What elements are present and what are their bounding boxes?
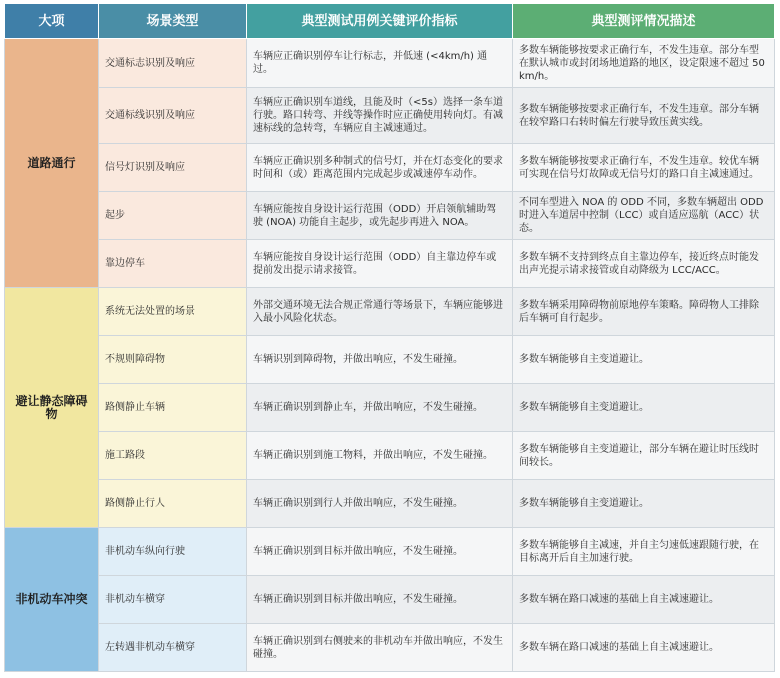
indicator-cell: 车辆识别到障碍物，并做出响应，不发生碰撞。 <box>247 336 513 384</box>
scene-cell: 路侧静止行人 <box>99 480 247 528</box>
description-cell: 多数车辆能够自主变道避让。 <box>513 336 775 384</box>
header-category: 大项 <box>5 4 99 39</box>
description-cell: 多数车辆能够自主变道避让，部分车辆在避让时压线时间较长。 <box>513 432 775 480</box>
category-cell-road-passage: 道路通行 <box>5 39 99 288</box>
description-cell: 多数车辆采用障碍物前原地停车策略。障碍物人工排除后车辆可自行起步。 <box>513 288 775 336</box>
header-typical-description: 典型测评情况描述 <box>513 4 775 39</box>
description-cell: 多数车辆能够自主减速，并自主匀速低速跟随行驶，在目标离开后自主加速行驶。 <box>513 528 775 576</box>
table-row <box>5 39 775 88</box>
description-cell: 多数车辆能够按要求正确行车，不发生违章。部分车型在默认城市或封闭场地道路的地区，设定限速不超过 50km/h。 <box>513 39 775 88</box>
header-key-indicator: 典型测试用例关键评价指标 <box>247 4 513 39</box>
scene-cell: 系统无法处置的场景 <box>99 288 247 336</box>
description-cell: 不同车型进入 NOA 的 ODD 不同，多数车辆超出 ODD 时进入车道居中控制（LCC）或自适应巡航（ACC）状态。 <box>513 192 775 240</box>
indicator-cell: 车辆正确识别到施工物料，并做出响应，不发生碰撞。 <box>247 432 513 480</box>
table-row <box>5 624 775 672</box>
indicator-cell: 车辆正确识别到右侧驶来的非机动车并做出响应，不发生碰撞。 <box>247 624 513 672</box>
indicator-cell: 车辆正确识别到目标并做出响应，不发生碰撞。 <box>247 528 513 576</box>
scene-cell: 左转遇非机动车横穿 <box>99 624 247 672</box>
scene-cell: 交通标志识别及响应 <box>99 39 247 88</box>
indicator-cell: 车辆应正确识别停车让行标志，并低速 (<4km/h) 通过。 <box>247 39 513 88</box>
table-row <box>5 336 775 384</box>
description-cell: 多数车辆能够按要求正确行车，不发生违章。较优车辆可实现在信号灯故障或无信号灯的路口自主减速通过。 <box>513 144 775 192</box>
indicator-cell: 车辆应正确识别多种制式的信号灯，并在灯态变化的要求时间和（或）距离范围内完成起步或减速停车动作。 <box>247 144 513 192</box>
scene-cell: 非机动车纵向行驶 <box>99 528 247 576</box>
table-row <box>5 88 775 144</box>
evaluation-table <box>4 3 775 672</box>
indicator-cell: 车辆正确识别到目标并做出响应，不发生碰撞。 <box>247 576 513 624</box>
header-scene-type: 场景类型 <box>99 4 247 39</box>
scene-cell: 路侧静止车辆 <box>99 384 247 432</box>
scene-cell: 不规则障碍物 <box>99 336 247 384</box>
table-row <box>5 384 775 432</box>
category-cell-non-motor-vehicle-conflict: 非机动车冲突 <box>5 528 99 672</box>
scene-cell: 靠边停车 <box>99 240 247 288</box>
table-row <box>5 576 775 624</box>
category-cell-avoid-static-obstacles: 避让静态障碍物 <box>5 288 99 528</box>
indicator-cell: 车辆应能按自身设计运行范围（ODD）开启领航辅助驾驶 (NOA) 功能自主起步，或先起步再进入 NOA。 <box>247 192 513 240</box>
indicator-cell: 车辆正确识别到静止车，并做出响应，不发生碰撞。 <box>247 384 513 432</box>
scene-cell: 非机动车横穿 <box>99 576 247 624</box>
indicator-cell: 车辆正确识别到行人并做出响应，不发生碰撞。 <box>247 480 513 528</box>
description-cell: 多数车辆不支持到终点自主靠边停车，接近终点时能发出声光提示请求接管或自动降级为 LCC/ACC。 <box>513 240 775 288</box>
table-row <box>5 288 775 336</box>
table-row <box>5 240 775 288</box>
table-header-row <box>5 4 775 39</box>
scene-cell: 交通标线识别及响应 <box>99 88 247 144</box>
indicator-cell: 车辆应能按自身设计运行范围（ODD）自主靠边停车或提前发出提示请求接管。 <box>247 240 513 288</box>
description-cell: 多数车辆能够自主变道避让。 <box>513 384 775 432</box>
table-row <box>5 192 775 240</box>
table-row <box>5 528 775 576</box>
scene-cell: 信号灯识别及响应 <box>99 144 247 192</box>
scene-cell: 施工路段 <box>99 432 247 480</box>
description-cell: 多数车辆在路口减速的基础上自主减速避让。 <box>513 624 775 672</box>
indicator-cell: 车辆应正确识别车道线，且能及时（<5s）选择一条车道行驶。路口转弯、并线等操作时应正确使用转向灯。有减速标线的急转弯，车辆应自主减速通过。 <box>247 88 513 144</box>
description-cell: 多数车辆能够自主变道避让。 <box>513 480 775 528</box>
indicator-cell: 外部交通环境无法合规正常通行等场景下，车辆应能够进入最小风险化状态。 <box>247 288 513 336</box>
description-cell: 多数车辆能够按要求正确行车，不发生违章。部分车辆在较窄路口右转时偏左行驶导致压黄实线。 <box>513 88 775 144</box>
table-row <box>5 432 775 480</box>
evaluation-table-container <box>4 3 774 672</box>
scene-cell: 起步 <box>99 192 247 240</box>
table-row <box>5 144 775 192</box>
table-row <box>5 480 775 528</box>
description-cell: 多数车辆在路口减速的基础上自主减速避让。 <box>513 576 775 624</box>
